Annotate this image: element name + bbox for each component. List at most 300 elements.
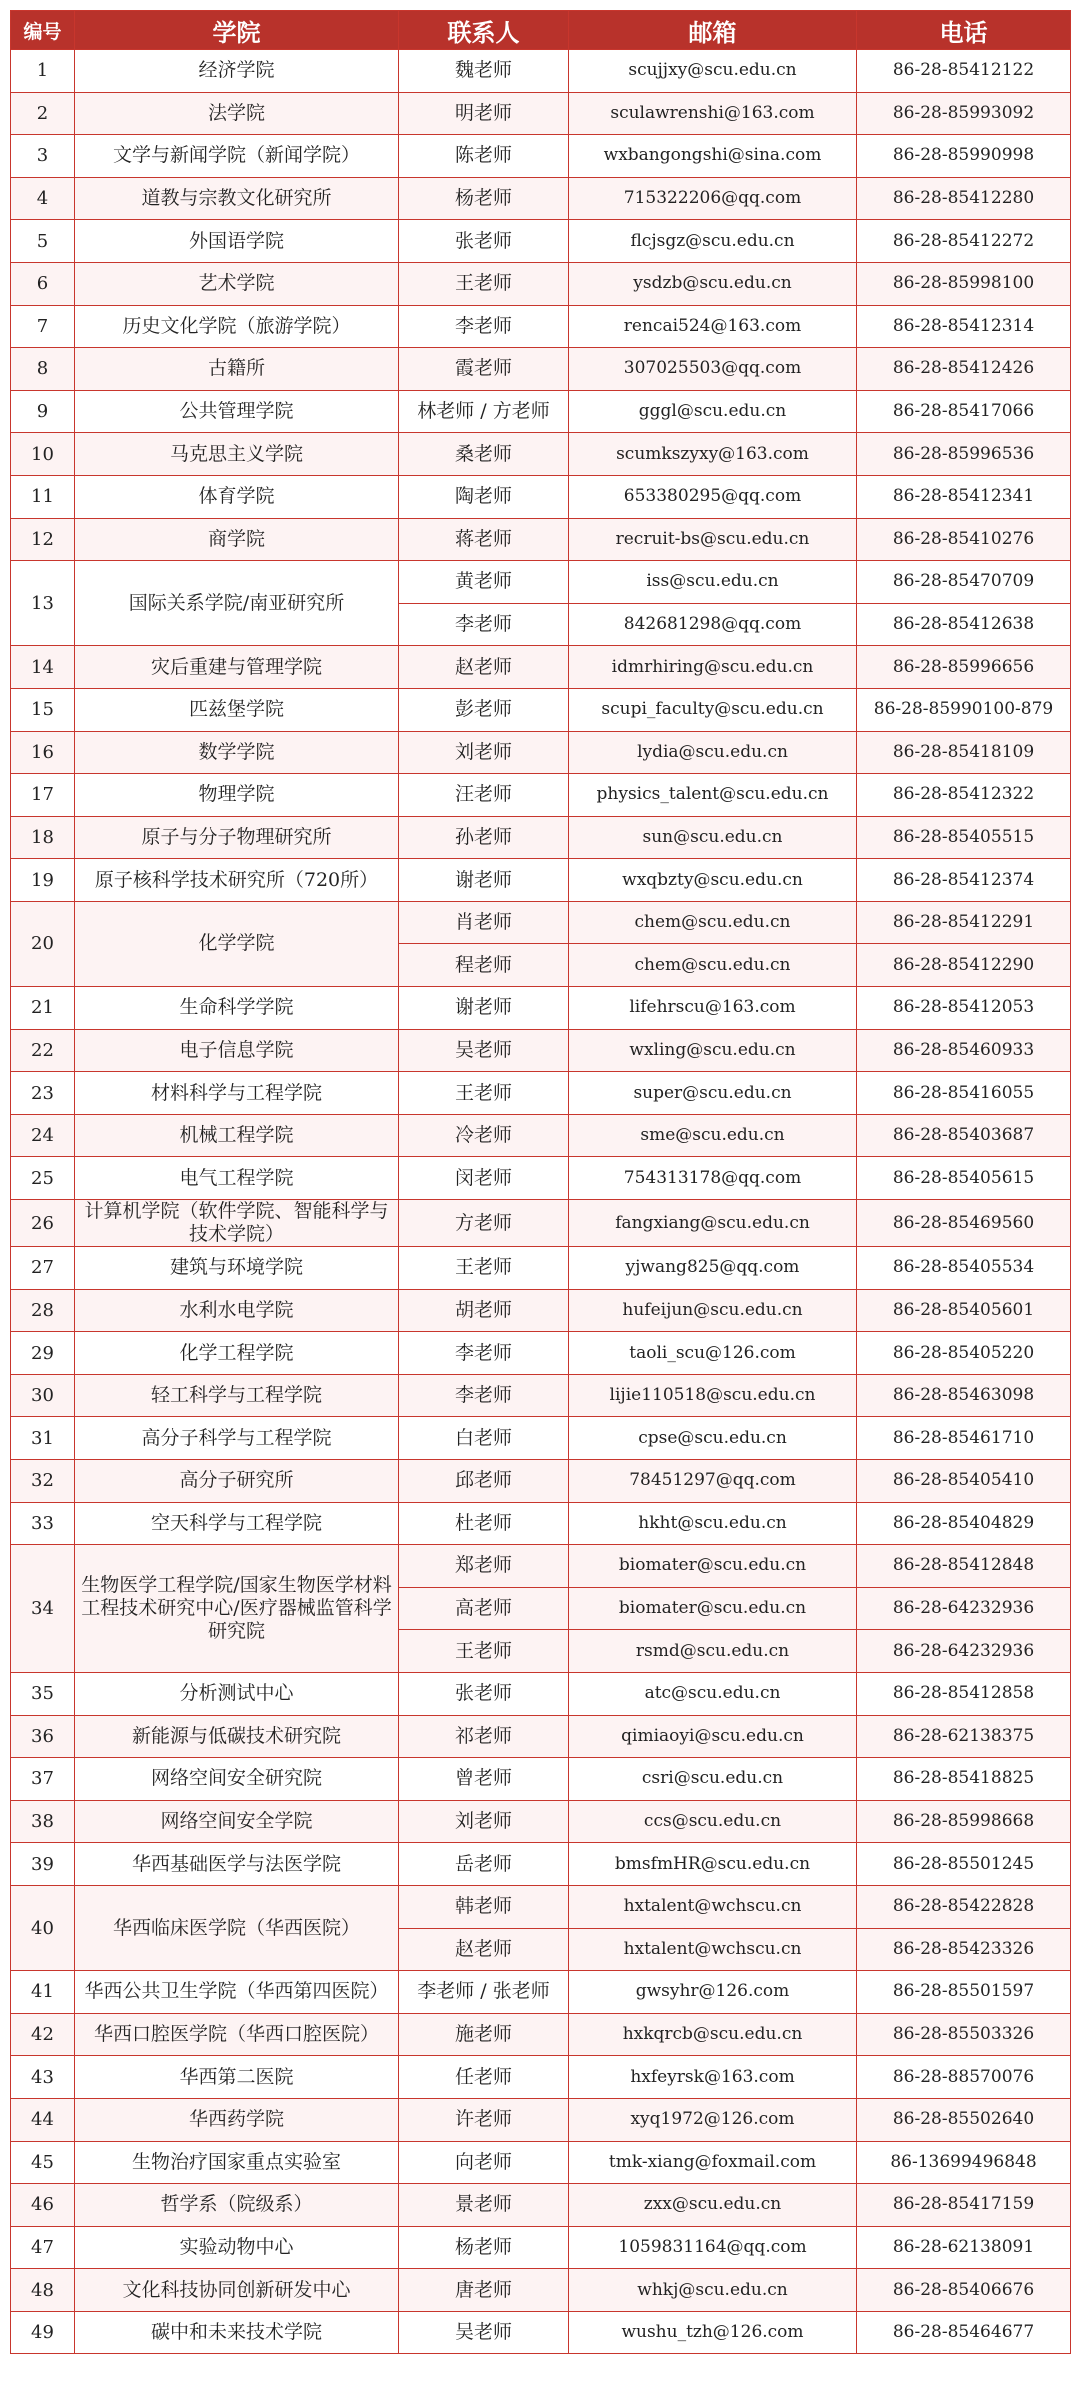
- college-name: 哲学系（院级系）: [75, 2184, 399, 2227]
- contact-phone: 86-28-85470709: [857, 561, 1071, 604]
- contact-email: wxqbzty@scu.edu.cn: [569, 859, 857, 902]
- contact-sheet: [10, 10, 1070, 2354]
- table-row: [11, 305, 1071, 348]
- college-name: 华西第二医院: [75, 2056, 399, 2099]
- contact-phone: 86-28-85403687: [857, 1114, 1071, 1157]
- contact-phone: 86-28-85996536: [857, 433, 1071, 476]
- row-number: 10: [11, 433, 75, 476]
- contact-email: hxfeyrsk@163.com: [569, 2056, 857, 2099]
- contact-name: 张老师: [399, 220, 569, 263]
- contact-name: 桑老师: [399, 433, 569, 476]
- row-number: 36: [11, 1715, 75, 1758]
- contact-name: 李老师: [399, 603, 569, 646]
- contact-email: hxkqrcb@scu.edu.cn: [569, 2013, 857, 2056]
- contact-phone: 86-28-85412122: [857, 50, 1071, 93]
- college-name: 高分子科学与工程学院: [75, 1417, 399, 1460]
- contact-phone: 86-28-85405515: [857, 816, 1071, 859]
- contact-name: 岳老师: [399, 1843, 569, 1886]
- table-row: [11, 1971, 1071, 2014]
- table-row: [11, 1800, 1071, 1843]
- row-number: 29: [11, 1332, 75, 1375]
- contact-phone: 86-28-85417159: [857, 2184, 1071, 2227]
- college-name: 道教与宗教文化研究所: [75, 177, 399, 220]
- row-number: 13: [11, 561, 75, 646]
- table-row: [11, 1114, 1071, 1157]
- contact-name: 吴老师: [399, 1029, 569, 1072]
- college-name: 网络空间安全研究院: [75, 1758, 399, 1801]
- table-row: [11, 1460, 1071, 1503]
- contact-name: 胡老师: [399, 1289, 569, 1332]
- college-name: 法学院: [75, 92, 399, 135]
- contact-phone: 86-28-85412272: [857, 220, 1071, 263]
- table-row: [11, 1374, 1071, 1417]
- table-row: [11, 561, 1071, 604]
- contact-name: 高老师: [399, 1587, 569, 1630]
- college-name: 公共管理学院: [75, 390, 399, 433]
- row-number: 33: [11, 1502, 75, 1545]
- table-row: [11, 1200, 1071, 1247]
- contact-name: 杨老师: [399, 177, 569, 220]
- contact-name: 任老师: [399, 2056, 569, 2099]
- contact-name: 谢老师: [399, 987, 569, 1030]
- table-header: [11, 11, 1071, 50]
- contact-name: 程老师: [399, 944, 569, 987]
- contact-email: super@scu.edu.cn: [569, 1072, 857, 1115]
- contact-phone: 86-28-85418825: [857, 1758, 1071, 1801]
- contact-email: ccs@scu.edu.cn: [569, 1800, 857, 1843]
- contact-phone: 86-28-85412638: [857, 603, 1071, 646]
- table-row: [11, 1545, 1071, 1588]
- college-name: 新能源与低碳技术研究院: [75, 1715, 399, 1758]
- college-name: 网络空间安全学院: [75, 1800, 399, 1843]
- table-row: [11, 2226, 1071, 2269]
- college-name: 生物医学工程学院/国家生物医学材料工程技术研究中心/医疗器械监管科学研究院: [75, 1545, 399, 1673]
- row-number: 12: [11, 518, 75, 561]
- table-row: [11, 1332, 1071, 1375]
- contact-phone: 86-28-85412341: [857, 475, 1071, 518]
- table-row: [11, 220, 1071, 263]
- row-number: 18: [11, 816, 75, 859]
- college-name: 原子核科学技术研究所（720所）: [75, 859, 399, 902]
- table-row: [11, 1029, 1071, 1072]
- table-row: [11, 901, 1071, 944]
- contact-phone: 86-28-85501597: [857, 1971, 1071, 2014]
- college-name: 商学院: [75, 518, 399, 561]
- college-name: 外国语学院: [75, 220, 399, 263]
- table-row: [11, 2013, 1071, 2056]
- table-row: [11, 987, 1071, 1030]
- contact-name: 祁老师: [399, 1715, 569, 1758]
- college-name: 灾后重建与管理学院: [75, 646, 399, 689]
- college-name: 高分子研究所: [75, 1460, 399, 1503]
- table-row: [11, 1502, 1071, 1545]
- contact-email: sme@scu.edu.cn: [569, 1114, 857, 1157]
- contact-email: idmrhiring@scu.edu.cn: [569, 646, 857, 689]
- contact-email: hkht@scu.edu.cn: [569, 1502, 857, 1545]
- contact-name: 蒋老师: [399, 518, 569, 561]
- table-row: [11, 1289, 1071, 1332]
- contact-email: ysdzb@scu.edu.cn: [569, 262, 857, 305]
- row-number: 14: [11, 646, 75, 689]
- table-row: [11, 135, 1071, 178]
- college-name: 华西基础医学与法医学院: [75, 1843, 399, 1886]
- college-name: 电气工程学院: [75, 1157, 399, 1200]
- contact-email: qimiaoyi@scu.edu.cn: [569, 1715, 857, 1758]
- college-name: 华西公共卫生学院（华西第四医院）: [75, 1971, 399, 2014]
- contact-name: 唐老师: [399, 2269, 569, 2312]
- contact-name: 肖老师: [399, 901, 569, 944]
- contact-email: wxling@scu.edu.cn: [569, 1029, 857, 1072]
- contact-phone: 86-28-85412848: [857, 1545, 1071, 1588]
- contact-phone: 86-28-85423326: [857, 1928, 1071, 1971]
- contact-email: hxtalent@wchscu.cn: [569, 1885, 857, 1928]
- contact-email: xyq1972@126.com: [569, 2098, 857, 2141]
- contact-name: 霞老师: [399, 348, 569, 391]
- row-number: 1: [11, 50, 75, 93]
- table-row: [11, 390, 1071, 433]
- contact-email: sun@scu.edu.cn: [569, 816, 857, 859]
- contact-phone: 86-28-85412280: [857, 177, 1071, 220]
- contact-phone: 86-28-85464677: [857, 2311, 1071, 2354]
- row-number: 26: [11, 1200, 75, 1247]
- row-number: 24: [11, 1114, 75, 1157]
- contact-name: 景老师: [399, 2184, 569, 2227]
- contact-name: 李老师: [399, 1374, 569, 1417]
- contact-name: 郑老师: [399, 1545, 569, 1588]
- contact-email: 78451297@qq.com: [569, 1460, 857, 1503]
- contact-email: 715322206@qq.com: [569, 177, 857, 220]
- contact-phone: 86-28-85405601: [857, 1289, 1071, 1332]
- contact-email: cpse@scu.edu.cn: [569, 1417, 857, 1460]
- contact-name: 王老师: [399, 1630, 569, 1673]
- contact-phone: 86-13699496848: [857, 2141, 1071, 2184]
- contact-name: 王老师: [399, 1072, 569, 1115]
- contact-phone: 86-28-85990100-879: [857, 688, 1071, 731]
- contact-name: 方老师: [399, 1200, 569, 1247]
- contact-phone: 86-28-85412291: [857, 901, 1071, 944]
- contact-phone: 86-28-85412290: [857, 944, 1071, 987]
- contact-email: 307025503@qq.com: [569, 348, 857, 391]
- contact-phone: 86-28-85405220: [857, 1332, 1071, 1375]
- contact-name: 魏老师: [399, 50, 569, 93]
- row-number: 15: [11, 688, 75, 731]
- college-name: 碳中和未来技术学院: [75, 2311, 399, 2354]
- college-name: 化学工程学院: [75, 1332, 399, 1375]
- college-name: 生物治疗国家重点实验室: [75, 2141, 399, 2184]
- table-row: [11, 262, 1071, 305]
- college-name: 水利水电学院: [75, 1289, 399, 1332]
- contact-name: 汪老师: [399, 774, 569, 817]
- contact-email: 653380295@qq.com: [569, 475, 857, 518]
- contact-email: 842681298@qq.com: [569, 603, 857, 646]
- contact-name: 曾老师: [399, 1758, 569, 1801]
- contact-email: yjwang825@qq.com: [569, 1247, 857, 1290]
- contact-name: 许老师: [399, 2098, 569, 2141]
- contact-phone: 86-28-85405615: [857, 1157, 1071, 1200]
- contact-phone: 86-28-85463098: [857, 1374, 1071, 1417]
- contact-email: scupi_faculty@scu.edu.cn: [569, 688, 857, 731]
- table-row: [11, 518, 1071, 561]
- table-row: [11, 2184, 1071, 2227]
- contact-email: flcjsgz@scu.edu.cn: [569, 220, 857, 263]
- contact-email: lydia@scu.edu.cn: [569, 731, 857, 774]
- contact-name: 刘老师: [399, 731, 569, 774]
- contact-email: rsmd@scu.edu.cn: [569, 1630, 857, 1673]
- college-name: 华西临床医学院（华西医院）: [75, 1885, 399, 1970]
- contact-email: gwsyhr@126.com: [569, 1971, 857, 2014]
- contact-name: 闵老师: [399, 1157, 569, 1200]
- contact-name: 李老师: [399, 305, 569, 348]
- contact-phone: 86-28-85993092: [857, 92, 1071, 135]
- contact-phone: 86-28-64232936: [857, 1630, 1071, 1673]
- table-row: [11, 646, 1071, 689]
- contact-phone: 86-28-85502640: [857, 2098, 1071, 2141]
- row-number: 48: [11, 2269, 75, 2312]
- contact-email: fangxiang@scu.edu.cn: [569, 1200, 857, 1247]
- contact-name: 邱老师: [399, 1460, 569, 1503]
- contact-name: 冷老师: [399, 1114, 569, 1157]
- table-row: [11, 2269, 1071, 2312]
- contact-name: 谢老师: [399, 859, 569, 902]
- row-number: 6: [11, 262, 75, 305]
- contact-phone: 86-28-85422828: [857, 1885, 1071, 1928]
- contact-name: 施老师: [399, 2013, 569, 2056]
- contact-phone: 86-28-64232936: [857, 1587, 1071, 1630]
- table-row: [11, 433, 1071, 476]
- college-name: 建筑与环境学院: [75, 1247, 399, 1290]
- row-number: 38: [11, 1800, 75, 1843]
- contact-email: chem@scu.edu.cn: [569, 901, 857, 944]
- contact-phone: 86-28-85412322: [857, 774, 1071, 817]
- table-row: [11, 1885, 1071, 1928]
- contact-phone: 86-28-85501245: [857, 1843, 1071, 1886]
- row-number: 16: [11, 731, 75, 774]
- contact-name: 林老师 / 方老师: [399, 390, 569, 433]
- contact-email: tmk-xiang@foxmail.com: [569, 2141, 857, 2184]
- row-number: 22: [11, 1029, 75, 1072]
- row-number: 46: [11, 2184, 75, 2227]
- row-number: 43: [11, 2056, 75, 2099]
- contact-email: zxx@scu.edu.cn: [569, 2184, 857, 2227]
- contact-email: 1059831164@qq.com: [569, 2226, 857, 2269]
- row-number: 25: [11, 1157, 75, 1200]
- contact-name: 张老师: [399, 1672, 569, 1715]
- contact-name: 彭老师: [399, 688, 569, 731]
- contact-phone: 86-28-85998100: [857, 262, 1071, 305]
- contact-phone: 86-28-85412374: [857, 859, 1071, 902]
- college-name: 马克思主义学院: [75, 433, 399, 476]
- row-number: 19: [11, 859, 75, 902]
- row-number: 23: [11, 1072, 75, 1115]
- college-name: 华西口腔医学院（华西口腔医院）: [75, 2013, 399, 2056]
- table-row: [11, 50, 1071, 93]
- table-row: [11, 731, 1071, 774]
- row-number: 49: [11, 2311, 75, 2354]
- contact-name: 赵老师: [399, 1928, 569, 1971]
- contact-email: csri@scu.edu.cn: [569, 1758, 857, 1801]
- contact-phone: 86-28-85461710: [857, 1417, 1071, 1460]
- contact-email: whkj@scu.edu.cn: [569, 2269, 857, 2312]
- contact-email: bmsfmHR@scu.edu.cn: [569, 1843, 857, 1886]
- contact-name: 王老师: [399, 1247, 569, 1290]
- row-number: 32: [11, 1460, 75, 1503]
- contact-email: iss@scu.edu.cn: [569, 561, 857, 604]
- row-number: 28: [11, 1289, 75, 1332]
- contact-name: 韩老师: [399, 1885, 569, 1928]
- contact-name: 明老师: [399, 92, 569, 135]
- college-name: 电子信息学院: [75, 1029, 399, 1072]
- contact-phone: 86-28-85410276: [857, 518, 1071, 561]
- row-number: 11: [11, 475, 75, 518]
- row-number: 3: [11, 135, 75, 178]
- contact-phone: 86-28-85417066: [857, 390, 1071, 433]
- row-number: 5: [11, 220, 75, 263]
- college-name: 空天科学与工程学院: [75, 1502, 399, 1545]
- table-row: [11, 1758, 1071, 1801]
- contact-name: 李老师: [399, 1332, 569, 1375]
- row-number: 20: [11, 901, 75, 986]
- table-row: [11, 816, 1071, 859]
- table-row: [11, 1157, 1071, 1200]
- row-number: 40: [11, 1885, 75, 1970]
- contact-email: biomater@scu.edu.cn: [569, 1587, 857, 1630]
- row-number: 7: [11, 305, 75, 348]
- row-number: 37: [11, 1758, 75, 1801]
- table-row: [11, 177, 1071, 220]
- contact-name: 陶老师: [399, 475, 569, 518]
- college-name: 计算机学院（软件学院、智能科学与技术学院）: [75, 1200, 399, 1247]
- contact-phone: 86-28-62138375: [857, 1715, 1071, 1758]
- contact-name: 向老师: [399, 2141, 569, 2184]
- college-name: 材料科学与工程学院: [75, 1072, 399, 1115]
- table-row: [11, 475, 1071, 518]
- contact-name: 李老师 / 张老师: [399, 1971, 569, 2014]
- college-name: 机械工程学院: [75, 1114, 399, 1157]
- contact-email: chem@scu.edu.cn: [569, 944, 857, 987]
- contact-email: biomater@scu.edu.cn: [569, 1545, 857, 1588]
- contact-phone: 86-28-85416055: [857, 1072, 1071, 1115]
- contact-phone: 86-28-85406676: [857, 2269, 1071, 2312]
- college-name: 经济学院: [75, 50, 399, 93]
- contact-phone: 86-28-85998668: [857, 1800, 1071, 1843]
- row-number: 2: [11, 92, 75, 135]
- college-name: 国际关系学院/南亚研究所: [75, 561, 399, 646]
- contact-name: 吴老师: [399, 2311, 569, 2354]
- header-no: 编号: [11, 11, 75, 50]
- college-name: 文化科技协同创新研发中心: [75, 2269, 399, 2312]
- contact-name: 孙老师: [399, 816, 569, 859]
- row-number: 31: [11, 1417, 75, 1460]
- contact-name: 白老师: [399, 1417, 569, 1460]
- header-college: 学院: [75, 11, 399, 50]
- college-name: 化学学院: [75, 901, 399, 986]
- contact-phone: 86-28-85405410: [857, 1460, 1071, 1503]
- row-number: 35: [11, 1672, 75, 1715]
- contact-email: 754313178@qq.com: [569, 1157, 857, 1200]
- contact-phone: 86-28-85469560: [857, 1200, 1071, 1247]
- college-name: 体育学院: [75, 475, 399, 518]
- row-number: 27: [11, 1247, 75, 1290]
- contact-email: rencai524@163.com: [569, 305, 857, 348]
- row-number: 9: [11, 390, 75, 433]
- row-number: 4: [11, 177, 75, 220]
- table-row: [11, 1843, 1071, 1886]
- contact-name: 杜老师: [399, 1502, 569, 1545]
- contact-email: lifehrscu@163.com: [569, 987, 857, 1030]
- college-name: 物理学院: [75, 774, 399, 817]
- contact-email: atc@scu.edu.cn: [569, 1672, 857, 1715]
- contact-email: recruit-bs@scu.edu.cn: [569, 518, 857, 561]
- college-name: 轻工科学与工程学院: [75, 1374, 399, 1417]
- contact-phone: 86-28-88570076: [857, 2056, 1071, 2099]
- contacts-table: [10, 10, 1071, 2354]
- contact-email: gggl@scu.edu.cn: [569, 390, 857, 433]
- contact-email: sculawrenshi@163.com: [569, 92, 857, 135]
- contact-email: hxtalent@wchscu.cn: [569, 1928, 857, 1971]
- table-body: [11, 50, 1071, 2354]
- row-number: 47: [11, 2226, 75, 2269]
- contact-name: 刘老师: [399, 1800, 569, 1843]
- college-name: 华西药学院: [75, 2098, 399, 2141]
- college-name: 实验动物中心: [75, 2226, 399, 2269]
- college-name: 分析测试中心: [75, 1672, 399, 1715]
- contact-email: wushu_tzh@126.com: [569, 2311, 857, 2354]
- contact-phone: 86-28-85503326: [857, 2013, 1071, 2056]
- table-row: [11, 1072, 1071, 1115]
- row-number: 42: [11, 2013, 75, 2056]
- contact-name: 杨老师: [399, 2226, 569, 2269]
- contact-name: 黄老师: [399, 561, 569, 604]
- contact-email: lijie110518@scu.edu.cn: [569, 1374, 857, 1417]
- contact-name: 赵老师: [399, 646, 569, 689]
- contact-name: 王老师: [399, 262, 569, 305]
- row-number: 39: [11, 1843, 75, 1886]
- row-number: 17: [11, 774, 75, 817]
- row-number: 41: [11, 1971, 75, 2014]
- row-number: 8: [11, 348, 75, 391]
- college-name: 艺术学院: [75, 262, 399, 305]
- row-number: 30: [11, 1374, 75, 1417]
- table-row: [11, 348, 1071, 391]
- table-row: [11, 2098, 1071, 2141]
- college-name: 数学学院: [75, 731, 399, 774]
- header-phone: 电话: [857, 11, 1071, 50]
- table-row: [11, 1247, 1071, 1290]
- contact-phone: 86-28-85418109: [857, 731, 1071, 774]
- table-row: [11, 2141, 1071, 2184]
- college-name: 古籍所: [75, 348, 399, 391]
- row-number: 21: [11, 987, 75, 1030]
- row-number: 34: [11, 1545, 75, 1673]
- contact-email: taoli_scu@126.com: [569, 1332, 857, 1375]
- table-row: [11, 2311, 1071, 2354]
- contact-email: wxbangongshi@sina.com: [569, 135, 857, 178]
- row-number: 44: [11, 2098, 75, 2141]
- contact-email: physics_talent@scu.edu.cn: [569, 774, 857, 817]
- table-row: [11, 859, 1071, 902]
- table-row: [11, 1417, 1071, 1460]
- contact-phone: 86-28-85460933: [857, 1029, 1071, 1072]
- table-row: [11, 1715, 1071, 1758]
- header-contact: 联系人: [399, 11, 569, 50]
- contact-name: 陈老师: [399, 135, 569, 178]
- table-row: [11, 774, 1071, 817]
- contact-phone: 86-28-85404829: [857, 1502, 1071, 1545]
- contact-phone: 86-28-85405534: [857, 1247, 1071, 1290]
- college-name: 原子与分子物理研究所: [75, 816, 399, 859]
- college-name: 匹兹堡学院: [75, 688, 399, 731]
- college-name: 文学与新闻学院（新闻学院）: [75, 135, 399, 178]
